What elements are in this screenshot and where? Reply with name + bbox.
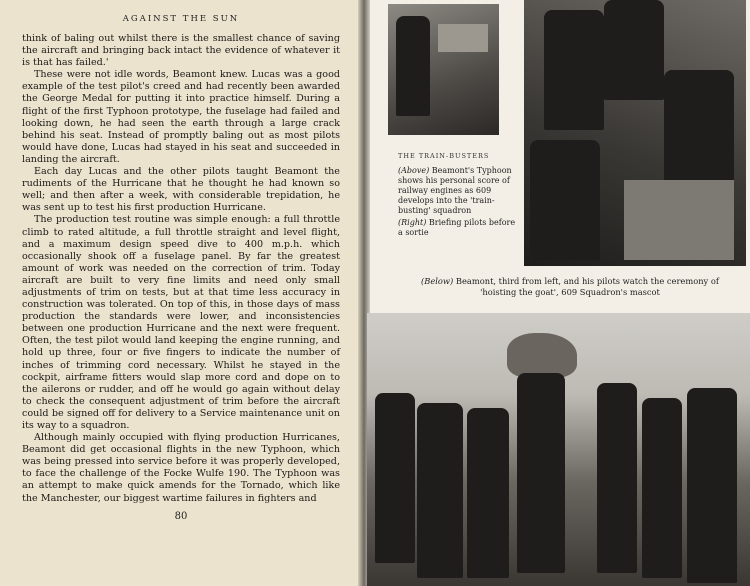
caption-title: THE TRAIN-BUSTERS [398, 152, 490, 160]
paragraph: The production test routine was simple enough: a full throttle climb to rated altitude, a full throttle straight and level flight, and a maximum design speed dive to 400 m.p.h. which occasionally shook off a fuselage panel. By far the greatest amount of work was needed on the correction of trim. Today aircraft are built to very fine limits and need only small adjustments of trim on tests, but at that time less accuracy in construction was tolerated. On top of this, in those days of mass production the standards were lower, and inconsistencies between one production Hurricane and the next were frequent. Often, the test pilot would land keeping the engine running, and hold up three, four or five fingers to indicate the number of inches of trimming cord necessary. Whilst he stayed in the cockpit, airframe fitters would slap more cord and dope on to the ailerons or rudder, and off he would go again without delay to check the consequent adjustment of trim before the aircraft could be signed off for delivery to a Service maintenance unit on its way to a squadron. [22, 214, 340, 431]
caption-right-tag: (Right) [398, 218, 427, 227]
caption-above-tag: (Above) [398, 166, 430, 175]
paragraph: These were not idle words, Beamont knew. Lucas was a good example of the test pilot's creed and had recently been awarded the George Medal for putting it into practice himself. During a flight of the first Typhoon prototype, the fuselage had failed and looking down, he had seen the earth through a large crack behind his seat. Instead of promptly baling out as most pilots would have done, Lucas had stayed in his seat and succeeded in landing the aircraft. [22, 69, 340, 165]
caption-above-text: Beamont's Typhoon shows his personal score of railway engines as 609 develops into the 'train-busting' squadron [398, 166, 512, 215]
caption-below-text: Beamont, third from left, and his pilots watch the ceremony of 'hoisting the goat', 609 Squadron's mascot [455, 276, 719, 297]
caption-right-text: Briefing pilots before a sortie [398, 218, 516, 237]
caption-below-tag: (Below) [421, 276, 454, 286]
goat [507, 333, 577, 378]
caption-right [398, 218, 516, 238]
photo-typhoon-pilot [388, 4, 499, 135]
paragraph: Each day Lucas and the other pilots taught Beamont the rudiments of the Hurricane that he thought he had known so well; and then after a week, with considerable trepidation, he was sent up to test his first production Hurricane. [22, 166, 340, 214]
page-number: 80 [174, 511, 188, 522]
caption-above [398, 166, 516, 216]
caption-below [410, 276, 730, 298]
running-head: AGAINST THE SUN [122, 14, 240, 24]
paragraph: think of baling out whilst there is the smallest chance of saving the aircraft and bringing back intact the evidence of whatever it is that has failed.' [22, 33, 340, 69]
body-text [22, 33, 340, 505]
paragraph: Although mainly occupied with flying production Hurricanes, Beamont did get occasional flights in the new Typhoon, which was being pressed into service before it was properly developed, to face the challenge of the Focke Wulfe 190. The Typhoon was an attempt to make quick amends for the Tornado, which like the Manchester, our biggest wartime failures in fighters and [22, 432, 340, 504]
photo-hoisting-goat [367, 313, 750, 586]
photo-briefing-pilots [524, 0, 746, 266]
